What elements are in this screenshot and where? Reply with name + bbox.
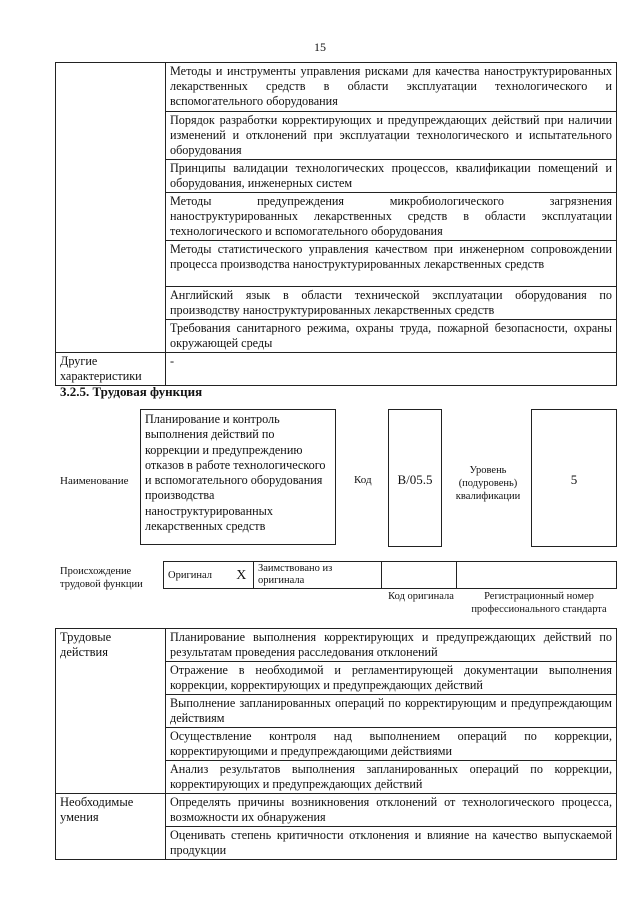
page-number: 15 — [314, 40, 326, 54]
knowledge-item: Методы и инструменты управления рисками для качества наноструктурированных лекарственных средств в области эксплуатации технологического и вспомогательного оборудования — [166, 63, 617, 112]
row-label — [56, 63, 166, 353]
knowledge-item: Английский язык в области технической эксплуатации оборудования по производству наноструктурированных лекарственных средств — [166, 287, 617, 320]
table-row — [56, 629, 617, 662]
group-label: Необходимые умения — [56, 794, 166, 860]
knowledge-table — [55, 62, 617, 386]
code-caption: Код оригинала — [388, 591, 454, 602]
table-row — [56, 63, 617, 112]
borrowed-label: Заимствовано из оригинала — [254, 562, 382, 589]
registration-caption: Регистрационный номер профессионального стандарта — [471, 591, 607, 615]
section-title: 3.2.5. Трудовая функция — [60, 384, 203, 399]
actions-table — [55, 628, 617, 860]
action-item: Планирование выполнения корректирующих и предупреждающих действий по результатам проведения расследования отклонений — [166, 629, 617, 662]
code-value: B/05.5 — [397, 472, 433, 487]
knowledge-item: Методы предупреждения микробиологического загрязнения наноструктурированных лекарственных средств в области эксплуатации технологического и вспомогательного оборудования — [166, 193, 617, 241]
code-box — [388, 409, 442, 547]
level-label: Уровень (подуровень) квалификации — [455, 465, 521, 502]
name-label: Наименование — [60, 475, 129, 487]
action-item: Осуществление контроля над выполнением операций по коррекции, корректирующими и предупреждающими действиями — [166, 728, 617, 761]
knowledge-item: Требования санитарного режима, охраны труда, пожарной безопасности, охраны окружающей среды — [166, 320, 617, 353]
action-item: Выполнение запланированных операций по корректирующим и предупреждающим действиям — [166, 695, 617, 728]
registration-number-cell — [457, 562, 617, 589]
original-code-cell — [382, 562, 457, 589]
skill-item: Определять причины возникновения отклонений от технологического процесса, возможности их обнаружения — [166, 794, 617, 827]
code-label: Код — [354, 474, 372, 486]
other-characteristics-value: - — [166, 353, 617, 386]
skill-item: Оценивать степень критичности отклонения и влияние на качество выпускаемой продукции — [166, 827, 617, 860]
knowledge-item: Принципы валидации технологических процессов, квалификации помещений и оборудования, инженерных систем — [166, 160, 617, 193]
origin-table — [163, 561, 617, 589]
table-row — [56, 353, 617, 386]
other-characteristics-label: Другие характеристики — [56, 353, 166, 386]
action-item: Отражение в необходимой и регламентирующей документации выполнения коррекции, корректирующих и предупреждающих действий — [166, 662, 617, 695]
origin-label: Происхождение трудовой функции — [60, 566, 143, 590]
original-label: Оригинал — [164, 562, 230, 589]
table-row — [56, 794, 617, 827]
group-label: Трудовые действия — [56, 629, 166, 794]
level-value: 5 — [570, 472, 578, 487]
level-box — [531, 409, 617, 547]
function-name: Планирование и контроль выполнения действий по коррекции и предупреждению отказов в работе технологического и вспомогательного оборудования производства наноструктурированных лекарственных средств — [140, 409, 336, 545]
knowledge-item: Методы статистического управления качеством при инженерном сопровождении процесса производства наноструктурированных лекарственных средств — [166, 241, 617, 287]
action-item: Анализ результатов выполнения запланированных операций по коррекции, корректирующих и предупреждающих действий — [166, 761, 617, 794]
knowledge-item: Порядок разработки корректирующих и предупреждающих действий при наличии изменений и отклонений при эксплуатации технологического и испытательного оборудования — [166, 112, 617, 160]
original-mark: X — [230, 562, 254, 589]
